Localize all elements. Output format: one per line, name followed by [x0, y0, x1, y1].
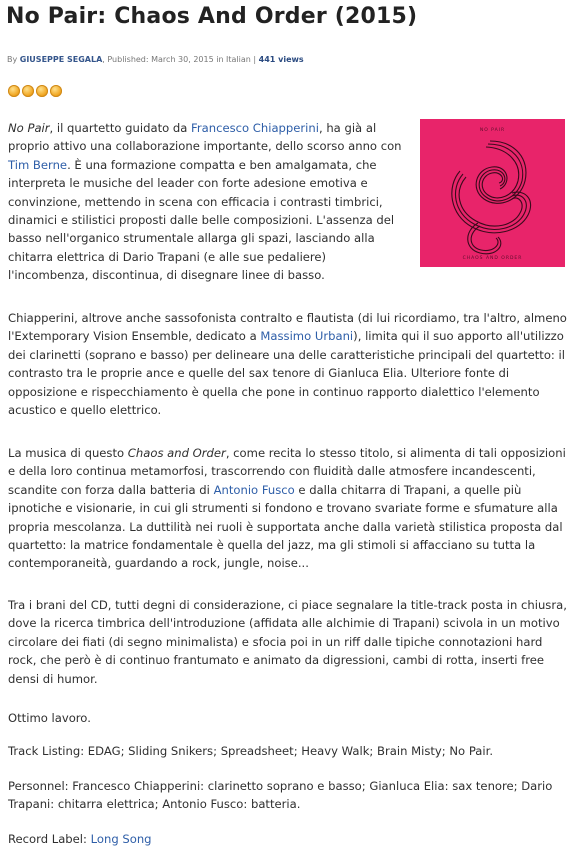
album-cover-art — [420, 119, 565, 267]
byline — [7, 55, 304, 64]
text-span: , il quartetto guidato da — [49, 121, 192, 135]
text-span: . È una formazione compatta e ben amalgamata, che interpreta le musiche del leader con forte adesione emotiva e convinzione, mettendo in scena con efficacia i contrasti timbrici, dinamici e stilistici proposti dalle belle composizioni. L'assenza del basso nell'organico strumentale allarga gli spazi, lasciando alla chitarra elettrica di Dario Trapani (e alle sue pedaliere) l'incombenza, discontinua, di disegnare linee di basso. — [8, 157, 395, 283]
paragraph-verdict: Ottimo lavoro. — [8, 711, 91, 725]
star-icon — [8, 85, 20, 97]
byline-published: , Published: March 30, 2015 in Italian | — [102, 55, 259, 64]
record-label — [8, 830, 568, 848]
band-name-emphasis: No Pair — [8, 121, 50, 135]
cover-band-name: NO PAIR — [479, 128, 506, 133]
track-listing: Track Listing: EDAG; Sliding Snikers; Spreadsheet; Heavy Walk; Brain Misty; No Pair. — [8, 744, 494, 758]
album-title-emphasis: Chaos and Order — [127, 446, 226, 460]
album-cover[interactable] — [420, 119, 565, 267]
star-icon — [22, 85, 34, 97]
paragraph-intro — [8, 119, 410, 285]
paragraph-tracks-highlight: Tra i brani del CD, tutti degni di considerazione, ci piace segnalare la title-track posta in chiusra, dove la ricerca timbrica dell'introduzione (affidata alle alchimie di Trapani) scivola in un motivo circolare dei fiati (di segno minimalista) e sfocia poi in un riff dalle tipiche connotazioni hard rock, che però è di continuo frantumato e animato da digressioni, cambi di rotta, inserti free densi di humor. — [8, 598, 567, 686]
cover-album-title: CHAOS AND ORDER — [462, 256, 523, 261]
text-span: Chiapperini, altrove anche sassofonista contralto e flautista (di lui ricordiamo, tra l'altro, almeno l'Extemporary Vision Ensemble, dedicato a — [8, 311, 567, 344]
view-count: 441 views — [258, 55, 304, 64]
author-link[interactable]: GIUSEPPE SEGALA — [19, 55, 103, 64]
text-span: , come recita lo stesso titolo, si alimenta di tali opposizioni e della loro continua metamorfosi, trascorrendo con fluidità dalle atmosfere incandescenti, scandite con forza dalla batteria di — [8, 446, 566, 497]
article-title: No Pair: Chaos And Order (2015) — [6, 4, 418, 29]
paragraph-music — [8, 444, 568, 573]
link-antonio-fusco[interactable]: Antonio Fusco — [213, 482, 295, 497]
paragraph-chiapperini — [8, 309, 568, 419]
text-span: ), limita qui il suo apporto all'utilizzo dei clarinetti (soprano e basso) per delineare una delle caratteristiche principali del quartetto: il contrasto tra le proprie ance e quelle del sax tenore di Gianluca Elia. Ulteriore fonte di opposizione e rispecchiamento è quella che pone in continuo rapporto dialettico l'elemento acustico e quello elettrico. — [8, 329, 565, 418]
link-record-label[interactable]: Long Song — [90, 832, 152, 846]
record-label-label: Record Label: — [8, 832, 91, 846]
text-span: e dalla chitarra di Trapani, a quelle più ipnotiche e visionarie, in cui gli strumenti si fondono e trovano svariate forme e sfumature alla propria mescolanza. La duttilità nei ruoli è supportata anche dalla varietà stilistica proposta dal quartetto: la matrice fondamentale è quella del jazz, ma gli stimoli si affacciano su tutta la contemporaneità, guardando a rock, jungle, noise... — [8, 482, 563, 571]
link-massimo-urbani[interactable]: Massimo Urbani — [260, 329, 354, 344]
link-francesco-chiapperini[interactable]: Francesco Chiapperini — [191, 121, 319, 135]
rating-stars — [8, 85, 62, 97]
link-tim-berne[interactable]: Tim Berne — [8, 157, 68, 172]
byline-by: By — [7, 55, 20, 64]
text-span: , ha già al proprio attivo una collaborazione importante, dello scorso anno con — [8, 121, 402, 154]
text-span: La musica di questo — [8, 446, 128, 460]
personnel: Personnel: Francesco Chiapperini: clarinetto soprano e basso; Gianluca Elia: sax tenore; Dario Trapani: chitarra elettrica; Antonio Fusco: batteria. — [8, 779, 553, 812]
star-icon — [50, 85, 62, 97]
star-icon — [36, 85, 48, 97]
